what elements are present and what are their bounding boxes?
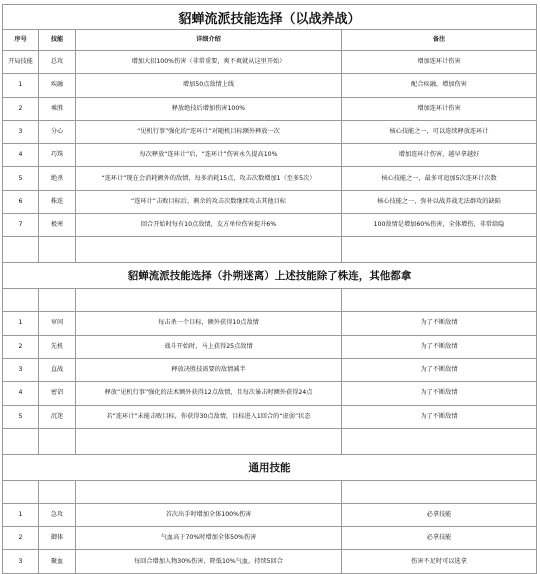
empty-cell — [2, 237, 38, 263]
empty-cell — [2, 481, 38, 504]
table-row — [2, 504, 537, 527]
cell-skill: 乘胜 — [38, 98, 75, 121]
cell-index: 5 — [2, 406, 38, 429]
empty-cell — [75, 481, 341, 504]
cell-index: 1 — [2, 312, 38, 335]
cell-index: 6 — [2, 191, 38, 214]
cell-detail: “连环计”击败目标后，剩余的攻击次数继续攻击其他目标 — [75, 191, 341, 214]
cell-skill: 御体 — [38, 527, 75, 550]
table-row — [2, 312, 537, 335]
cell-detail: 释放“见机行事”强化的法术额外获得12点敌情，且每次暴击时额外获得24点 — [75, 382, 341, 405]
cell-detail: 战斗开始时，马上获得25点敌情 — [75, 336, 341, 359]
empty-cell — [2, 429, 38, 455]
cell-skill: 株连 — [38, 191, 75, 214]
cell-note: 为了不断敌情 — [341, 336, 537, 359]
cell-detail: 气血高于70%时增加全体50%伤害 — [75, 527, 341, 550]
section1-title: 貂蝉流派技能选择（以战养战） — [178, 11, 361, 27]
cell-note: 必拿技能 — [341, 527, 537, 550]
empty-cell — [38, 289, 75, 312]
section3-title: 通用技能 — [248, 461, 291, 474]
table-row — [2, 382, 537, 405]
cell-detail: 回合开始时每有10点敌情，友方单位伤害提升6% — [75, 214, 341, 237]
cell-skill: 总攻 — [38, 51, 75, 74]
header-index: 序号 — [2, 30, 38, 51]
cell-note: 增加连环计伤害 — [341, 98, 537, 121]
header-row — [2, 30, 537, 51]
cell-skill: 直战 — [38, 359, 75, 382]
cell-note: 增加连环计伤害 — [341, 51, 537, 74]
cell-skill: 审问 — [38, 312, 75, 335]
empty-cell — [2, 289, 38, 312]
cell-detail: 每次释放“连环计”后，“连环计”伤害永久提高10% — [75, 144, 341, 167]
cell-skill: 聚血 — [38, 550, 75, 573]
table-row — [2, 98, 537, 121]
cell-index: 2 — [2, 527, 38, 550]
cell-detail: 增加50点敌情上线 — [75, 74, 341, 97]
empty-cell — [38, 237, 75, 263]
cell-index: 4 — [2, 382, 38, 405]
cell-note: 为了不断敌情 — [341, 312, 537, 335]
table-row — [2, 336, 537, 359]
spacer-row — [2, 429, 537, 455]
cell-detail: 每回合增加人物30%伤害，降低10%气血，持续5回合 — [75, 550, 341, 573]
cell-skill: 沉迷 — [38, 406, 75, 429]
table-row — [2, 51, 537, 74]
cell-skill: 密诏 — [38, 382, 75, 405]
cell-detail: “连环计”现在会消耗额外的敌情，每多消耗15点，攻击次数增加1（至多5次） — [75, 167, 341, 190]
empty-cell — [38, 481, 75, 504]
cell-detail: 每击杀一个目标，额外获得10点敌情 — [75, 312, 341, 335]
empty-cell — [75, 237, 341, 263]
empty-cell — [75, 429, 341, 455]
cell-detail: “见机行事”强化的“连环计”对随机目标额外释放一次 — [75, 121, 341, 144]
cell-note: 伤害不足时可以选拿 — [341, 550, 537, 573]
cell-index: 3 — [2, 121, 38, 144]
cell-note: 必拿技能 — [341, 504, 537, 527]
cell-index: 4 — [2, 144, 38, 167]
empty-cell — [75, 289, 341, 312]
cell-detail: 首次出手时增加全体100%伤害 — [75, 504, 341, 527]
header-detail: 详细介绍 — [75, 30, 341, 51]
section2-title: 貂蝉流派技能选择（扑朔迷离）上述技能除了株连，其他都拿 — [127, 270, 412, 283]
table-row — [2, 74, 537, 97]
cell-index: 2 — [2, 336, 38, 359]
cell-index: 3 — [2, 359, 38, 382]
cell-index: 1 — [2, 74, 38, 97]
cell-note: 为了不断敌情 — [341, 359, 537, 382]
cell-skill: 疾融 — [38, 74, 75, 97]
cell-note: 配合疾融，增加伤害 — [341, 74, 537, 97]
cell-detail: 释放绝技后增加伤害100% — [75, 98, 341, 121]
table-row — [2, 550, 537, 573]
table-row — [2, 144, 537, 167]
empty-cell — [341, 429, 537, 455]
cell-detail: 若“连环计”未能击败目标，你获得30点敌情，目标进入1回合的“虚弱”状态 — [75, 406, 341, 429]
cell-note: 核心技能之一，最多可追加5次连环计次数 — [341, 167, 537, 190]
cell-note: 100敌情是增加60%伤害，全体增伤，非常给隐 — [341, 214, 537, 237]
cell-note: 为了不断敌情 — [341, 406, 537, 429]
spacer-row — [2, 481, 537, 504]
cell-note: 核心技能之一，弥补以战养战无法群攻的缺陷 — [341, 191, 537, 214]
cell-index: 7 — [2, 214, 38, 237]
section1-title-row — [2, 4, 537, 30]
cell-detail: 释放决胜技需要的敌情减半 — [75, 359, 341, 382]
empty-cell — [38, 429, 75, 455]
cell-note: 核心技能之一，可以连续释放连环计 — [341, 121, 537, 144]
cell-index: 2 — [2, 98, 38, 121]
cell-detail: 增加大招100%伤害（非常重要，爽不爽就从这里开始） — [75, 51, 341, 74]
cell-skill: 巧珠 — [38, 144, 75, 167]
cell-skill: 极寒 — [38, 214, 75, 237]
empty-cell — [341, 289, 537, 312]
table-row — [2, 406, 537, 429]
header-note: 备注 — [341, 30, 537, 51]
cell-note: 增加连环计伤害，越早拿越好 — [341, 144, 537, 167]
table-row — [2, 167, 537, 190]
empty-cell — [341, 481, 537, 504]
spacer-row — [2, 289, 537, 312]
cell-index: 1 — [2, 504, 38, 527]
section2-title-row — [2, 263, 537, 289]
cell-index: 3 — [2, 550, 38, 573]
spacer-row — [2, 237, 537, 263]
cell-index: 5 — [2, 167, 38, 190]
cell-skill: 绝杀 — [38, 167, 75, 190]
cell-skill: 分心 — [38, 121, 75, 144]
cell-index: 开局技能 — [2, 51, 38, 74]
section3-title-row — [2, 455, 537, 481]
header-skill: 技能 — [38, 30, 75, 51]
table-row — [2, 191, 537, 214]
cell-note: 为了不断敌情 — [341, 382, 537, 405]
cell-skill: 急攻 — [38, 504, 75, 527]
empty-cell — [341, 237, 537, 263]
skill-table-sheet — [2, 4, 537, 574]
cell-skill: 先机 — [38, 336, 75, 359]
table-row — [2, 121, 537, 144]
table-row — [2, 359, 537, 382]
table-row — [2, 214, 537, 237]
